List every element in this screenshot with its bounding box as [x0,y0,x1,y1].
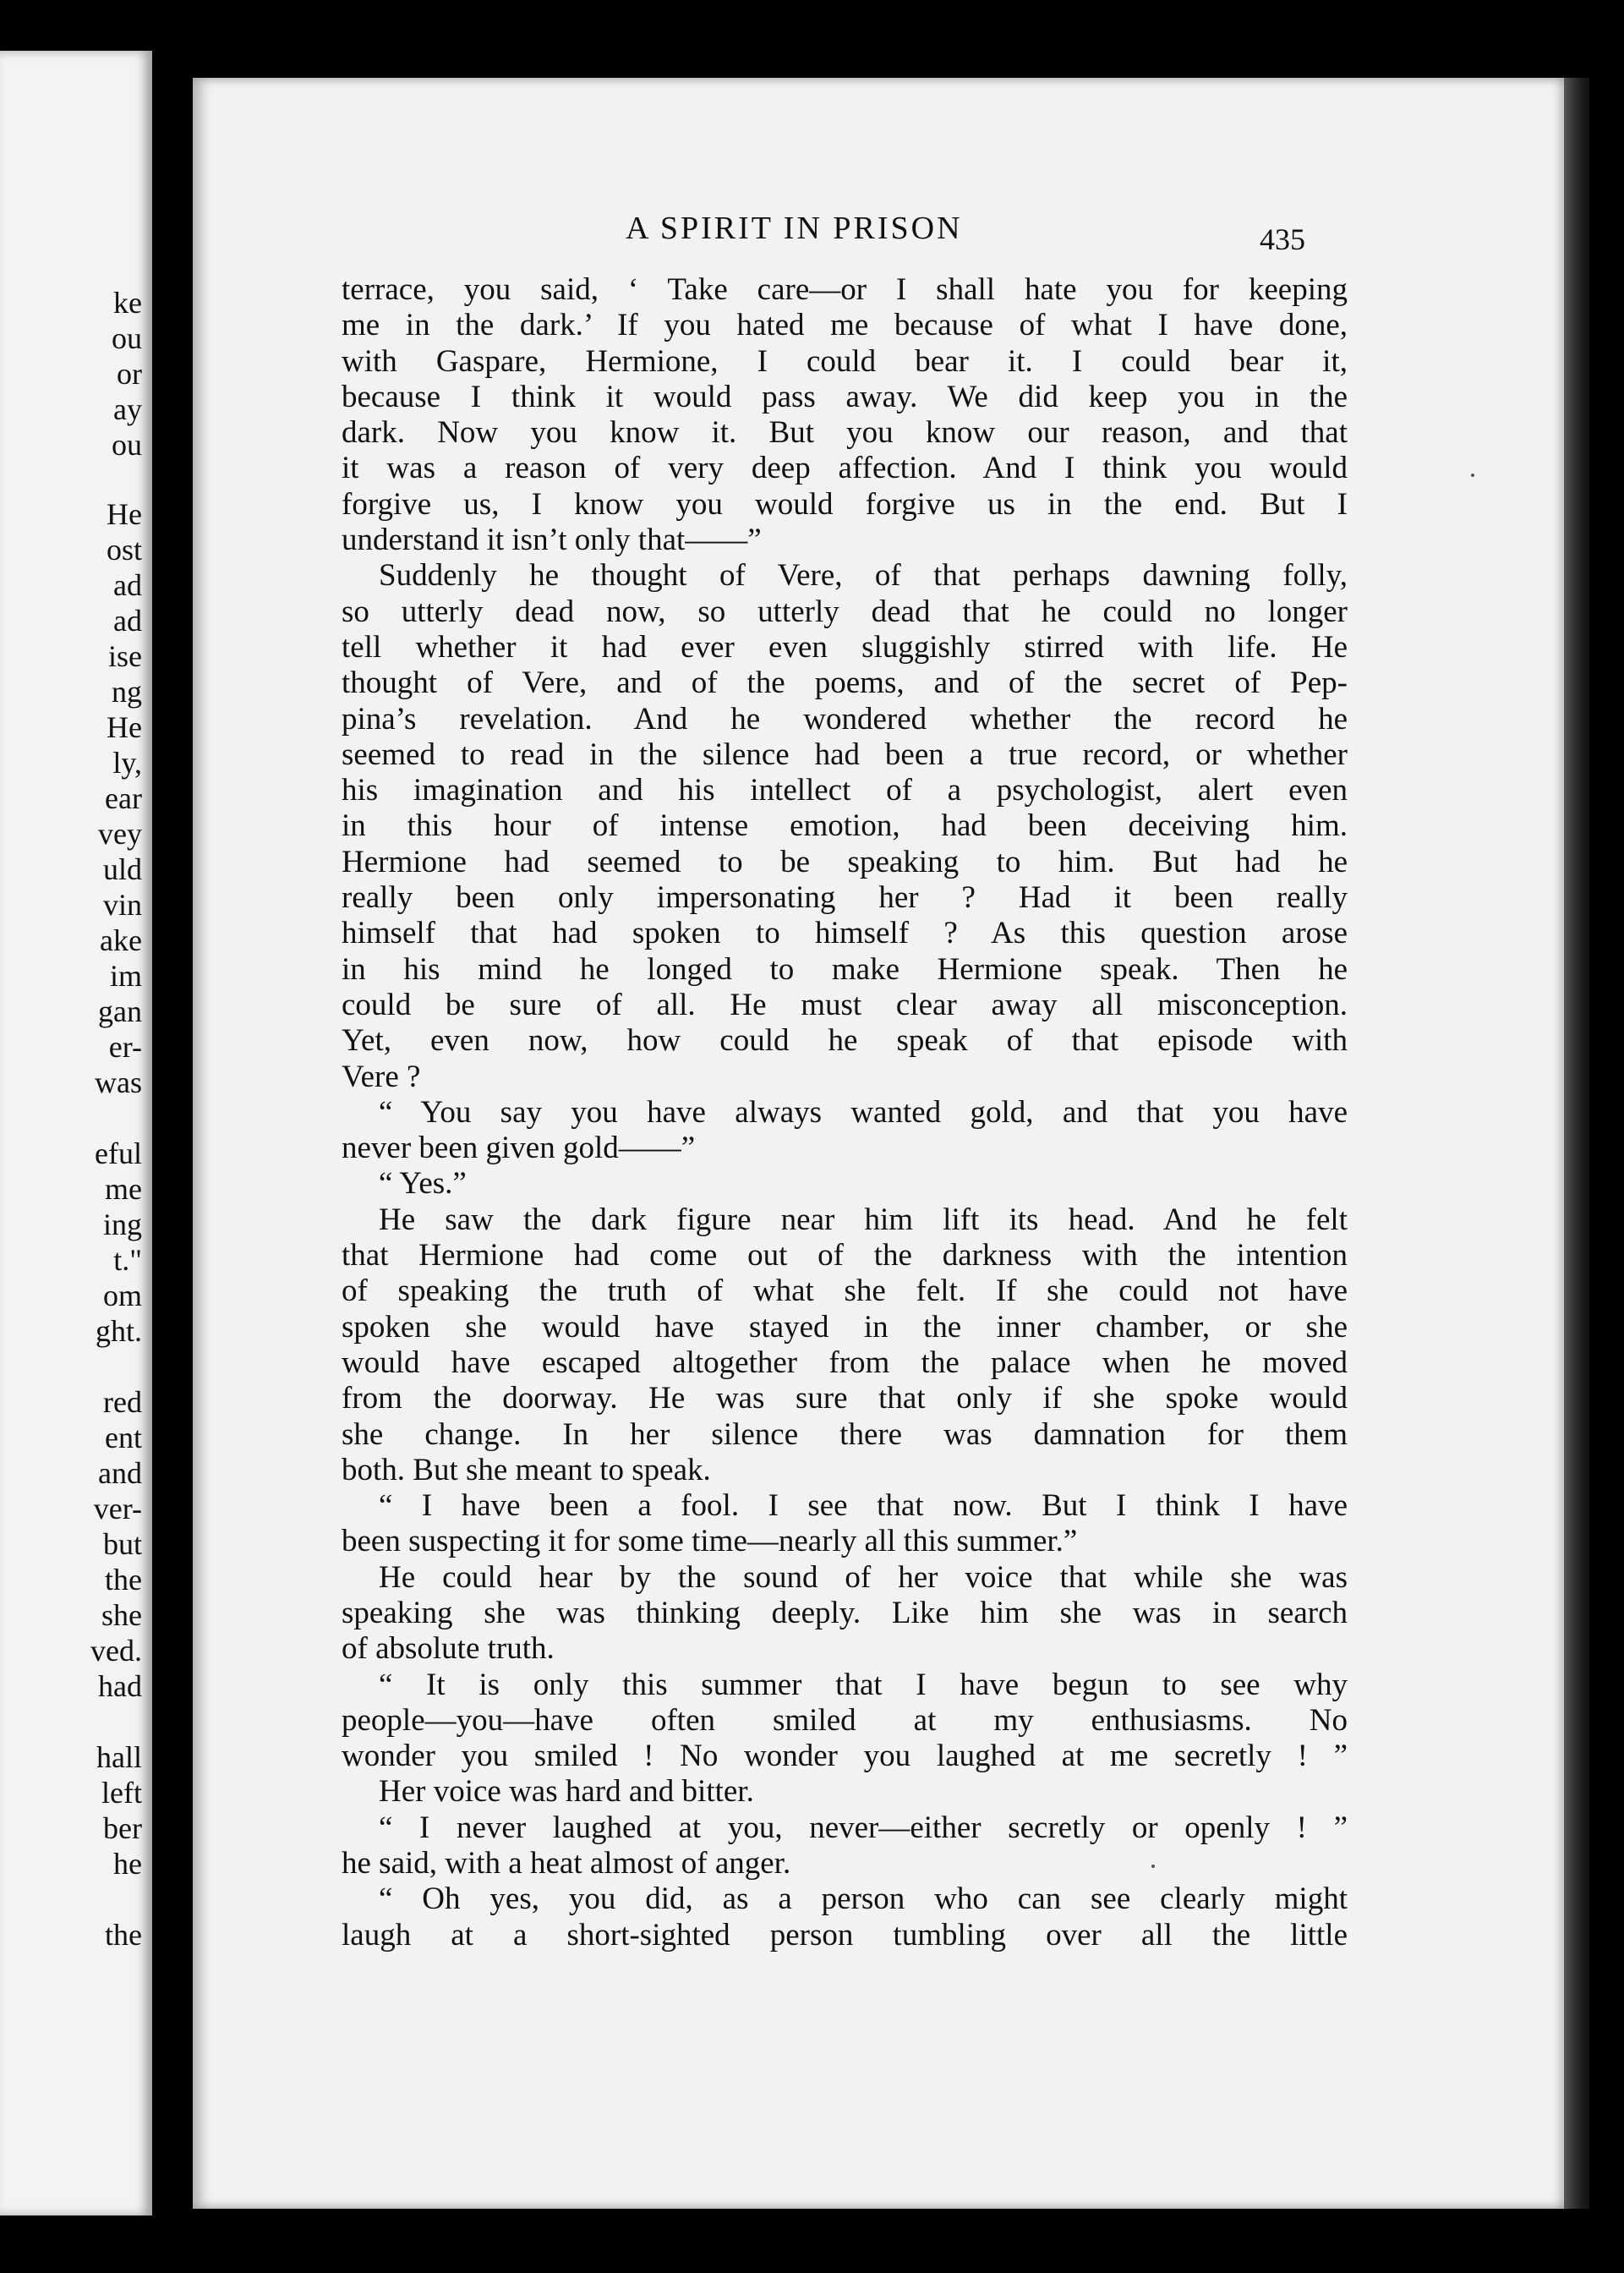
text-line: Hermione had seemed to be speaking to him. But had he [342,844,1348,879]
left-page-fragment: om [102,1279,142,1312]
text-line: so utterly dead now, so utterly dead that he could no longer [342,594,1348,629]
text-line: of speaking the truth of what she felt. If she could not have [342,1273,1348,1309]
text-line: himself that had spoken to himself ? As this question arose [342,916,1348,951]
left-facing-page [0,51,152,2215]
left-page-fragment: left [101,1776,142,1810]
text-line: dark. Now you know it. But you know our reason, and that [342,415,1348,451]
left-page-fragment: the [105,1563,142,1597]
text-line: “ I have been a fool. I see that now. But I think I have [379,1488,1348,1524]
left-page-fragment: ost [106,533,142,567]
text-line: he said, with a heat almost of anger. [342,1846,791,1881]
body-text [342,272,1348,1953]
text-line: could be sure of all. He must clear away all misconception. [342,987,1348,1022]
speck [1151,1865,1155,1868]
left-page-fragment: vin [102,888,142,922]
text-line: really been only impersonating her ? Had it been really [342,880,1348,916]
left-page-fragment: ay [113,392,142,426]
text-line: “ It is only this summer that I have begun to see why [379,1667,1348,1702]
text-line: been suspecting it for some time—nearly all this summer.” [342,1524,1078,1559]
left-page-fragment: gan [98,994,142,1028]
left-page-fragment: ght. [95,1314,142,1348]
text-line: thought of Vere, and of the poems, and of the secret of Pep- [342,665,1348,701]
left-page-fragment: ver- [93,1492,142,1525]
text-line: “ Yes.” [379,1166,467,1202]
text-line: He saw the dark figure near him lift its head. And he felt [379,1202,1348,1237]
left-page-fragment: ng [112,675,142,709]
text-line: tell whether it had ever even sluggishly stirred with life. He [342,629,1348,665]
text-line: “ You say you have always wanted gold, and that you have [379,1094,1348,1130]
book-gutter [152,0,193,2273]
text-line: laugh at a short-sighted person tumbling over all the little [342,1917,1348,1953]
left-page-fragment: was [95,1065,142,1099]
left-page-fragment: hall [96,1740,142,1774]
left-page-fragment: ing [102,1208,142,1241]
text-line: would have escaped altogether from the palace when he moved [342,1345,1348,1380]
text-line: of absolute truth. [342,1631,555,1667]
left-page-fragment: me [105,1172,142,1206]
text-line: Vere ? [342,1059,421,1094]
running-head: A SPIRIT IN PRISON [626,211,963,246]
text-line: people—you—have often smiled at my enthusiasms. No [342,1702,1348,1738]
left-page-fragment: ved. [90,1634,142,1668]
left-page-fragment: ise [108,639,142,673]
text-line: she change. In her silence there was damnation for them [342,1416,1348,1452]
left-page-fragment: ke [113,286,142,320]
left-page-fragment: uld [102,852,142,886]
left-page-fragment: or [117,357,142,391]
left-page-fragment: and [98,1456,142,1490]
text-line: seemed to read in the silence had been a true record, or whether [342,737,1348,772]
text-line: “ I never laughed at you, never—either secretly or openly ! ” [379,1810,1348,1845]
speck [1471,474,1474,477]
left-page-fragment: im [109,959,142,993]
text-line: “ Oh yes, you did, as a person who can see clearly might [379,1881,1348,1917]
left-page-fragment: ent [105,1421,142,1454]
text-line: Suddenly he thought of Vere, of that perhaps dawning folly, [379,558,1348,594]
left-page-fragment: ad [113,604,142,638]
text-line: forgive us, I know you would forgive us in the end. But I [342,486,1348,522]
text-line: that Hermione had come out of the darkness with the intention [342,1238,1348,1273]
text-line: He could hear by the sound of her voice that while she was [379,1559,1348,1595]
left-page-fragment: t." [113,1243,142,1277]
text-line: Her voice was hard and bitter. [379,1774,754,1810]
left-page-fragment: the [105,1918,142,1952]
text-line: in his mind he longed to make Hermione speak. Then he [342,951,1348,987]
left-page-fragment: ad [113,568,142,602]
left-page-fragment: had [98,1669,142,1703]
left-page-fragment: ly, [112,746,142,780]
text-line: spoken she would have stayed in the inner chamber, or she [342,1309,1348,1345]
text-line: Yet, even now, how could he speak of that episode with [342,1023,1348,1059]
left-page-fragment: He [107,497,142,531]
text-line: from the doorway. He was sure that only if she spoke would [342,1381,1348,1416]
text-line: pina’s revelation. And he wondered whether the record he [342,701,1348,737]
text-line: because I think it would pass away. We did keep you in the [342,379,1348,414]
text-line: both. But she meant to speak. [342,1452,711,1487]
text-line: his imagination and his intellect of a psychologist, alert even [342,773,1348,808]
left-page-fragment: ake [100,923,142,957]
left-page-fragment: ou [112,321,142,355]
page-edge [1564,78,1589,2209]
left-page-fragment: vey [98,817,142,851]
left-page-fragment: red [103,1385,142,1419]
text-line: in this hour of intense emotion, had been deceiving him. [342,808,1348,844]
left-page-fragment: she [101,1598,142,1632]
page-number: 435 [1260,222,1305,256]
text-line: with Gaspare, Hermione, I could bear it. I could bear it, [342,343,1348,379]
text-line: me in the dark.’ If you hated me because of what I have done, [342,308,1348,343]
text-line: speaking she was thinking deeply. Like him she was in search [342,1595,1348,1630]
left-page-fragment: ou [112,428,142,462]
left-page-fragment: he [113,1847,142,1881]
text-line: never been given gold——” [342,1131,696,1166]
text-line: wonder you smiled ! No wonder you laughed at me secretly ! ” [342,1739,1348,1774]
text-line: terrace, you said, ‘ Take care—or I shall hate you for keeping [342,272,1348,307]
left-page-fragment: but [102,1527,142,1561]
left-page-fragment: ear [105,781,142,815]
left-page-fragment: er- [108,1030,142,1064]
left-page-fragment: He [107,710,142,744]
text-line: it was a reason of very deep affection. And I think you would [342,451,1348,486]
left-page-fragment: ber [103,1811,142,1845]
text-line: understand it isn’t only that——” [342,523,762,558]
left-page-fragment: eful [95,1136,142,1170]
